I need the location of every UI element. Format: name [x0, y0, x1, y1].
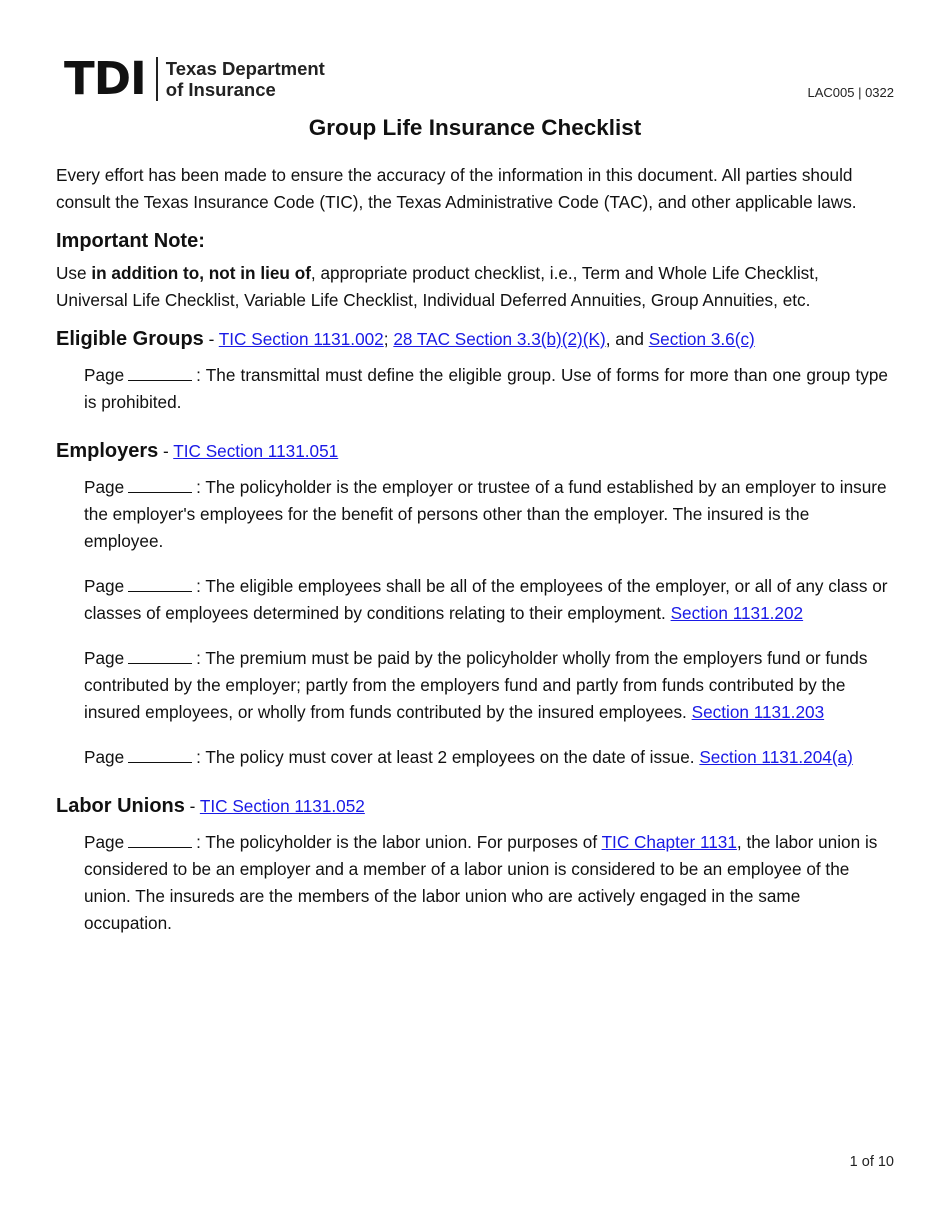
section-title: Employers: [56, 440, 159, 462]
page-title: Group Life Insurance Checklist: [308, 115, 642, 140]
section-1131-204a-link[interactable]: Section 1131.204(a): [699, 747, 853, 767]
tic-1131-051-link[interactable]: TIC Section 1131.051: [173, 441, 339, 461]
section-1131-203-link[interactable]: Section 1131.203: [691, 702, 825, 722]
logo-name: [166, 58, 325, 100]
section-1131-202-link[interactable]: Section 1131.202: [670, 603, 804, 623]
tdi-logo: [64, 52, 325, 105]
section-title: Eligible Groups: [56, 328, 204, 350]
section-labor-unions: Labor Unions - TIC Section 1131.052: [56, 795, 365, 817]
tic-1131-002-link[interactable]: TIC Section 1131.002: [218, 329, 384, 349]
section-title: Labor Unions: [56, 795, 185, 817]
section-employers: Employers - TIC Section 1131.051: [56, 440, 339, 462]
checklist-item: Page : The eligible employees shall be all of the employees of the employer, or all of any class or classes of employees determined by conditions relating to their employment. Section 1131.202: [84, 576, 888, 623]
page-blank-field[interactable]: [128, 746, 192, 763]
tac-3-3-link[interactable]: 28 TAC Section 3.3(b)(2)(K): [393, 329, 606, 349]
logo-mark: TDI: [64, 52, 146, 105]
page-blank-field[interactable]: [128, 575, 192, 592]
checklist-item: Page : The policy must cover at least 2 employees on the date of issue. Section 1131.204(a): [84, 747, 853, 767]
page-blank-field[interactable]: [128, 364, 192, 381]
checklist-item: Page : The transmittal must define the eligible group. Use of forms for more than one group type is prohibited.: [84, 365, 888, 412]
tic-1131-052-link[interactable]: TIC Section 1131.052: [199, 796, 365, 816]
important-note-heading: Important Note:: [56, 230, 205, 252]
intro-paragraph: Every effort has been made to ensure the accuracy of the information in this document. All parties should consult the Texas Insurance Code (TIC), the Texas Administrative Code (TAC), and other applicable laws.: [56, 165, 857, 212]
page-blank-field[interactable]: [128, 476, 192, 493]
important-note-emphasis: in addition to, not in lieu of: [91, 263, 311, 283]
tic-chapter-1131-link[interactable]: TIC Chapter 1131: [601, 832, 737, 852]
section-eligible-groups: Eligible Groups - TIC Section 1131.002; 28 TAC Section 3.3(b)(2)(K), and Section 3.6(c): [56, 328, 755, 350]
logo-divider: [156, 57, 158, 101]
important-note-body: Use in addition to, not in lieu of, appropriate product checklist, i.e., Term and Whole Life Checklist, Universal Life Checklist, Variable Life Checklist, Individual Deferred Annuities, Group Annuities, etc.: [56, 263, 819, 310]
page-number: 1 of 10: [849, 1154, 894, 1170]
checklist-item: Page : The policyholder is the employer or trustee of a fund established by an employer to insure the employer's employees for the benefit of persons other than the employer. The insured is the employee.: [84, 477, 887, 551]
page-blank-field[interactable]: [128, 831, 192, 848]
section-3-6c-link[interactable]: Section 3.6(c): [648, 329, 755, 349]
checklist-item: Page : The policyholder is the labor union. For purposes of TIC Chapter 1131, the labor union is considered to be an employer and a member of a labor union is considered to be an employee of the union. The insureds are the members of the labor union who are actively engaged in the same occupation.: [84, 832, 878, 933]
page-blank-field[interactable]: [128, 647, 192, 664]
checklist-item: Page : The premium must be paid by the policyholder wholly from the employers fund or funds contributed by the employer; partly from the employers fund and partly from funds contributed by the insured employees, or wholly from funds contributed by the insured employees. Section 1131.203: [84, 648, 868, 722]
logo-name-line1: Texas Department: [165, 57, 325, 79]
document-body: [56, 162, 888, 955]
logo-name-line2: of Insurance: [165, 78, 276, 100]
form-code: LAC005 | 0322: [807, 85, 894, 100]
